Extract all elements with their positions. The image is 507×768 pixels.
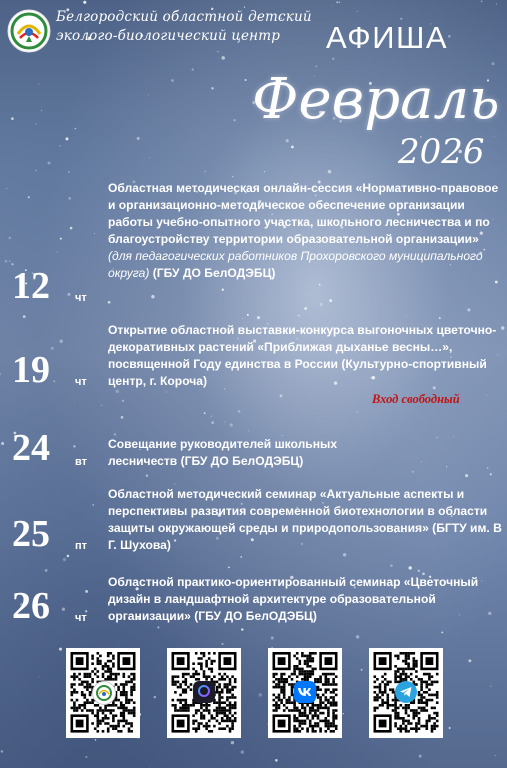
event-day: 26 — [12, 585, 50, 627]
event-weekday: вт — [75, 456, 88, 468]
event-day: 19 — [12, 349, 50, 391]
center-logo-icon — [92, 681, 116, 705]
qr-code-telegram[interactable] — [369, 648, 443, 738]
event-weekday: чт — [75, 292, 87, 304]
event-description: Областной практико-ориентированный семинар «Цветочный дизайн в ландшафтной архитектуре образовательной организации» (ГБУ ДО БелОДЭБЦ) — [108, 575, 479, 623]
event-day: 24 — [12, 427, 50, 469]
event-description — [108, 180, 504, 282]
event-day: 12 — [12, 265, 50, 307]
event-description: Совещание руководителей школьных лесничеств (ГБУ ДО БелОДЭБЦ) — [108, 437, 338, 468]
event-note: (для педагогических работников Прохоровского муниципального округа) — [108, 249, 483, 280]
event-place: (ГБУ ДО БелОДЭБЦ) — [152, 266, 276, 280]
free-entry-label: Вход свободный — [372, 392, 460, 406]
qr-code-website[interactable] — [66, 648, 140, 738]
event-weekday: чт — [75, 612, 87, 624]
qr-code-vk[interactable] — [268, 648, 342, 738]
organization-name-line2: эколого-биологический центр — [56, 28, 281, 44]
event-weekday: пт — [75, 540, 88, 552]
event-weekday: чт — [75, 376, 87, 388]
organization-name — [56, 8, 316, 46]
telegram-icon — [395, 681, 417, 703]
max-messenger-icon — [193, 681, 215, 703]
event-text: Областная методическая онлайн-сессия «Нормативно-правовое и организационно-методическое обеспечение организации работы учебно-опытного участка, школьного лесничества и по благоустройству территории образовательной организации» — [108, 181, 499, 246]
center-logo — [6, 8, 52, 54]
year-title: 2026 — [398, 132, 485, 172]
month-title: Февраль — [252, 67, 500, 132]
vk-icon — [294, 681, 316, 703]
event-description: Открытие областной выставки-конкурса выгоночных цветочно-декоративных растений «Приближая дыханье весны…», посвященной Году единства в России (Культурно-спортивный центр, г. Короча) — [108, 323, 497, 388]
qr-code-max[interactable] — [167, 648, 241, 738]
organization-name-line1: Белгородский областной детский — [56, 9, 312, 25]
event-description: Областной методический семинар «Актуальные аспекты и перспективы развития современной биотехнологии в области защиты окружающей среды и природопользования» (БГТУ им. В Г. Шухова) — [108, 487, 502, 552]
poster-title: АФИША — [326, 20, 449, 55]
event-day: 25 — [12, 513, 50, 555]
